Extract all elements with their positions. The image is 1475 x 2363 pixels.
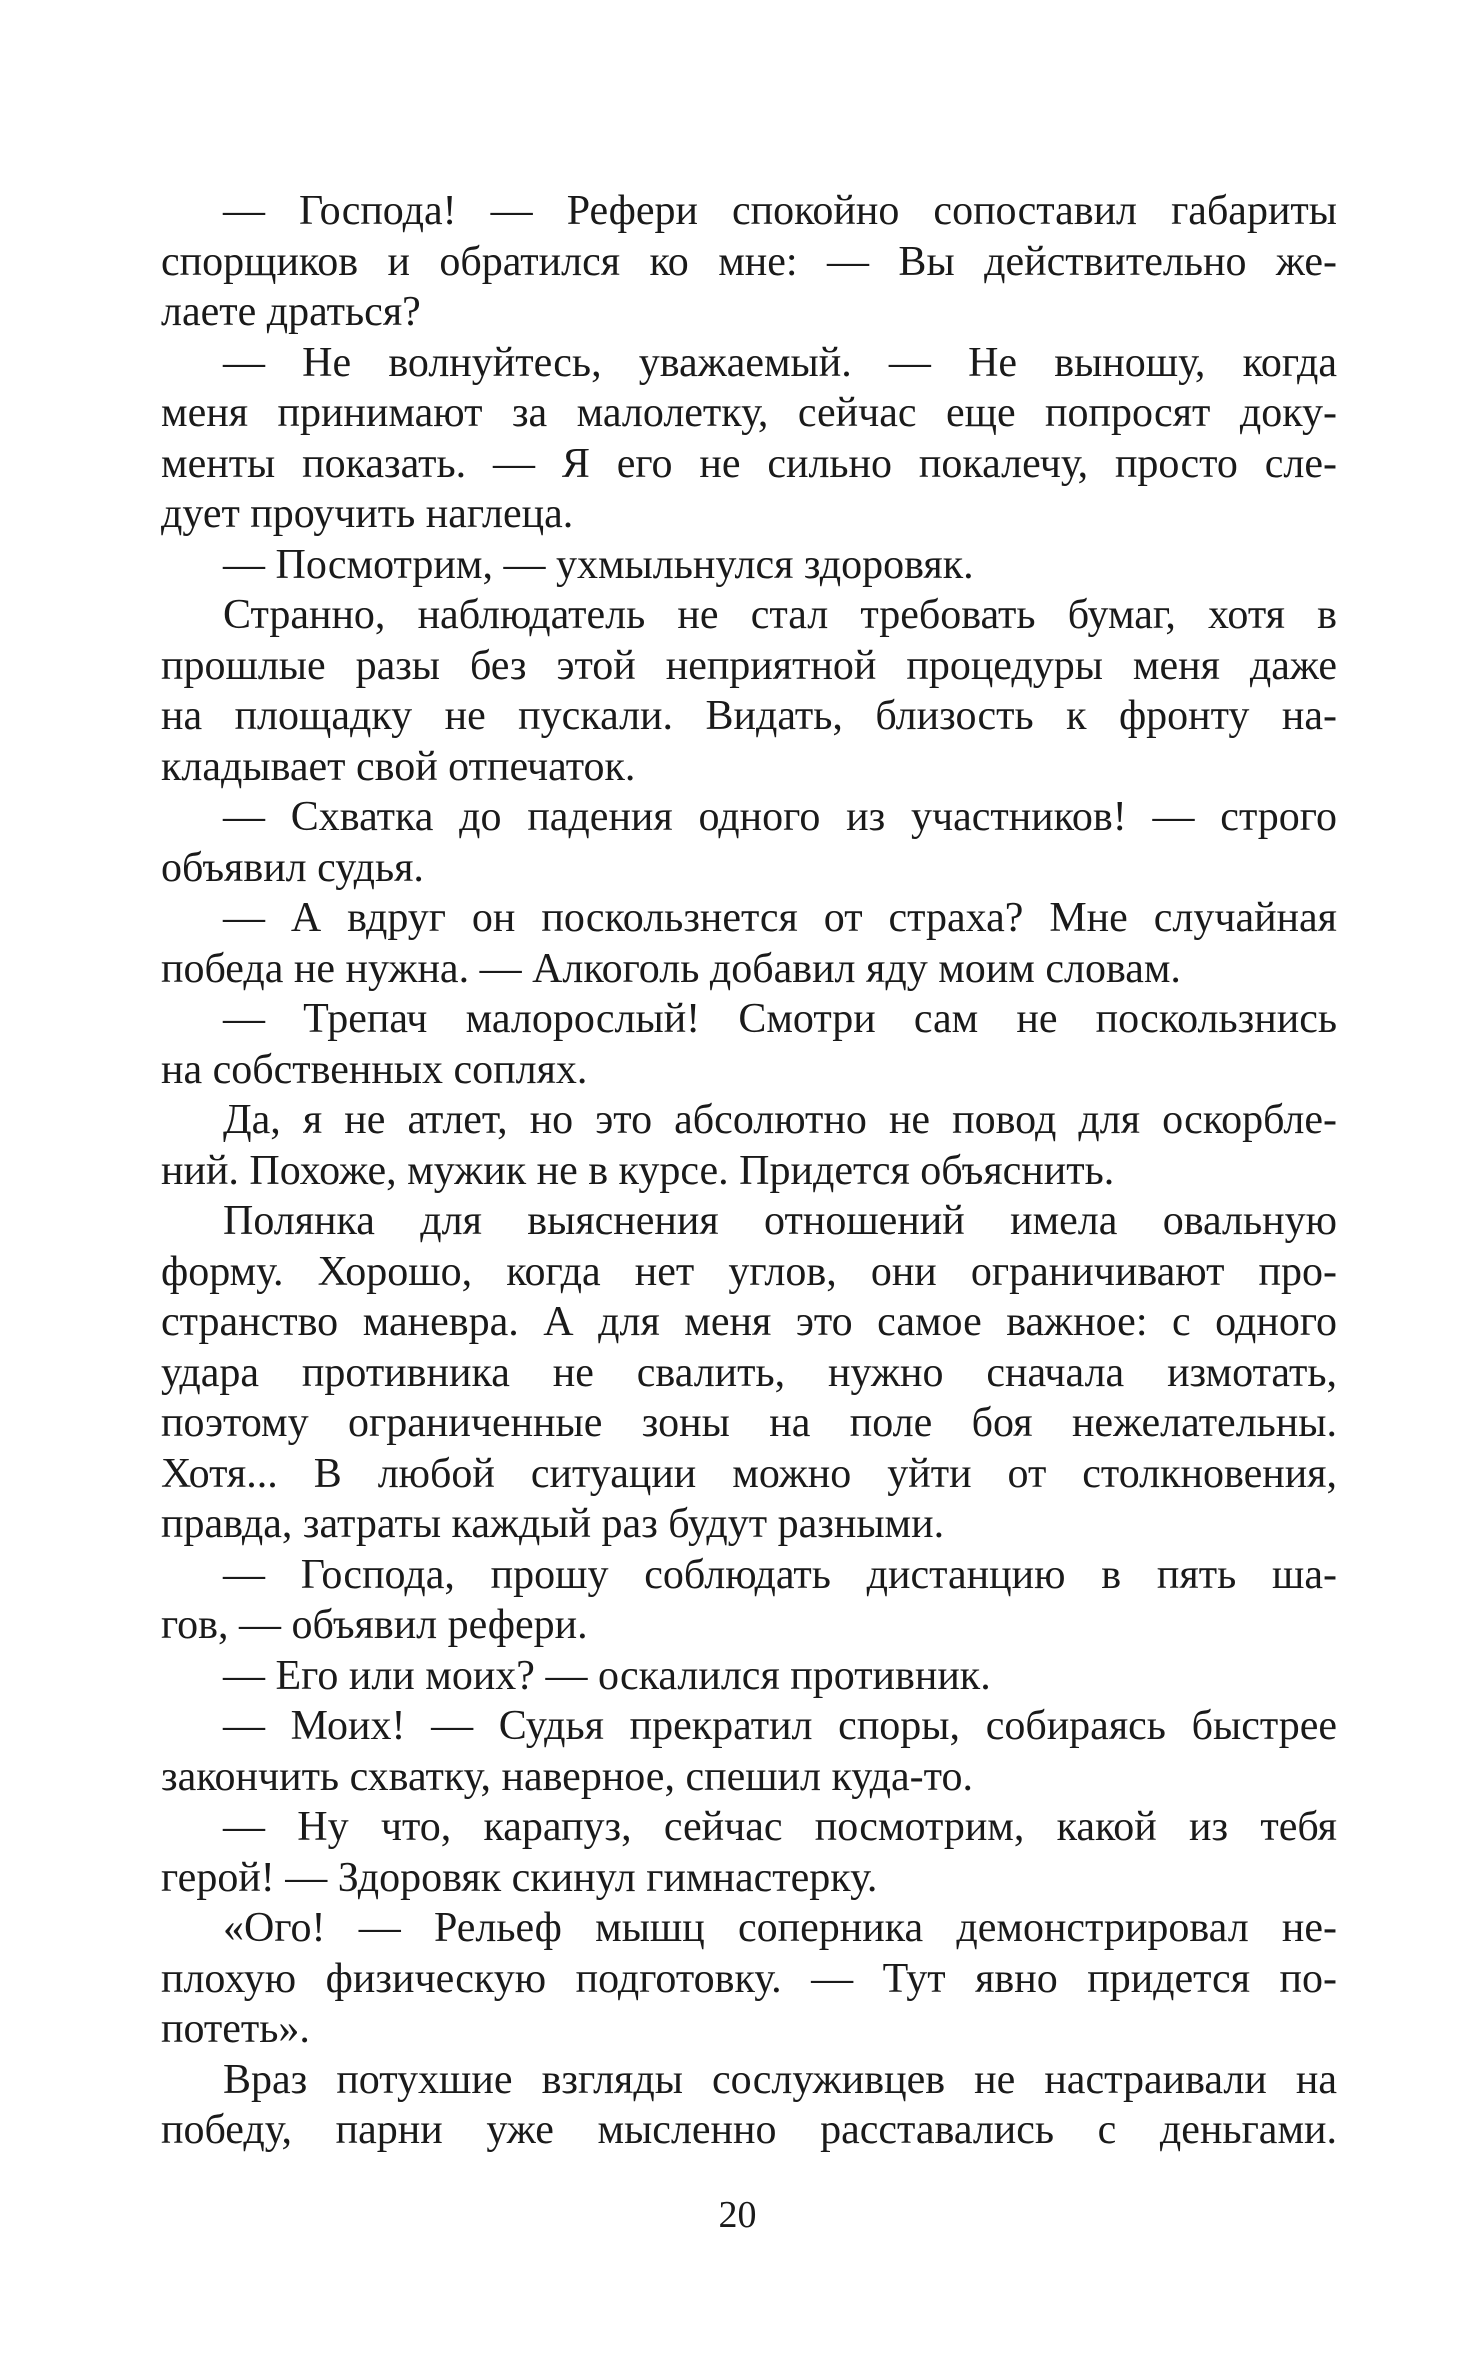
text-line: кладывает свой отпечаток. xyxy=(161,743,636,790)
text-line: — Господа! — Рефери спокойно сопоставил габариты xyxy=(223,188,1337,234)
text-line: — Моих! — Судья прекратил споры, собираясь быстрее xyxy=(223,1703,1337,1749)
text-line: герой! — Здоровяк скинул гимнастерку. xyxy=(161,1854,878,1901)
text-line: ний. Похоже, мужик не в курсе. Придется объяснить. xyxy=(161,1147,1115,1194)
text-line: на собственных соплях. xyxy=(161,1046,588,1093)
text-line: — Господа, прошу соблюдать дистанцию в пять ша- xyxy=(223,1551,1337,1598)
text-line: «Ого! — Рельеф мышц соперника демонстрировал не- xyxy=(223,1905,1337,1951)
text-line: потеть». xyxy=(161,2006,310,2052)
text-line: — Не волнуйтесь, уважаемый. — Не выношу, когда xyxy=(223,339,1337,386)
text-line: правда, затраты каждый раз будут разными. xyxy=(161,1501,945,1547)
text-line: лаете драться? xyxy=(161,289,421,335)
text-line: объявил судья. xyxy=(161,844,424,891)
text-line: — Трепач малорослый! Смотри сам не поскользнись xyxy=(223,996,1337,1042)
text-line: меня принимают за малолетку, сейчас еще попросят доку- xyxy=(161,390,1337,436)
text-line: — Схватка до падения одного из участников! — строго xyxy=(223,794,1337,840)
text-line: форму. Хорошо, когда нет углов, они ограничивают про- xyxy=(161,1248,1337,1295)
text-line: победу, парни уже мысленно расставались с деньгами. xyxy=(161,2107,1337,2153)
text-line: дует проучить наглеца. xyxy=(161,491,574,537)
text-line: плохую физическую подготовку. — Тут явно придется по- xyxy=(161,1955,1337,2002)
text-line: странство маневра. А для меня это самое важное: с одного xyxy=(161,1299,1337,1345)
text-line: менты показать. — Я его не сильно покалечу, просто сле- xyxy=(161,440,1337,487)
text-line: закончить схватку, наверное, спешил куда-то. xyxy=(161,1753,973,1800)
text-line: спорщиков и обратился ко мне: — Вы действительно же- xyxy=(161,238,1337,285)
text-line: прошлые разы без этой неприятной процедуры меня даже xyxy=(161,642,1337,689)
text-line: Враз потухшие взгляды сослуживцев не настраивали на xyxy=(223,2056,1337,2103)
page-number: 20 xyxy=(718,2194,757,2236)
text-line: победа не нужна. — Алкоголь добавил яду моим словам. xyxy=(161,945,1181,992)
text-line: Хотя... В любой ситуации можно уйти от столкновения, xyxy=(161,1450,1337,1497)
text-line: — Его или моих? — оскалился противник. xyxy=(223,1652,991,1699)
text-line: — А вдруг он поскользнется от страха? Мне случайная xyxy=(223,895,1337,941)
text-line: удара противника не свалить, нужно сначала измотать, xyxy=(161,1349,1337,1396)
text-line: на площадку не пускали. Видать, близость к фронту на- xyxy=(161,693,1337,739)
text-line: поэтому ограниченные зоны на поле боя нежелательны. xyxy=(161,1400,1337,1446)
text-line: гов, — объявил рефери. xyxy=(161,1602,588,1648)
page-body-text xyxy=(161,186,1337,2156)
text-line: Полянка для выяснения отношений имела овальную xyxy=(223,1198,1337,1244)
text-line: — Ну что, карапуз, сейчас посмотрим, какой из тебя xyxy=(223,1804,1337,1850)
text-line: — Посмотрим, — ухмыльнулся здоровяк. xyxy=(223,541,974,588)
text-line: Да, я не атлет, но это абсолютно не повод для оскорбле- xyxy=(223,1097,1337,1143)
text-line: Странно, наблюдатель не стал требовать бумаг, хотя в xyxy=(223,592,1337,638)
